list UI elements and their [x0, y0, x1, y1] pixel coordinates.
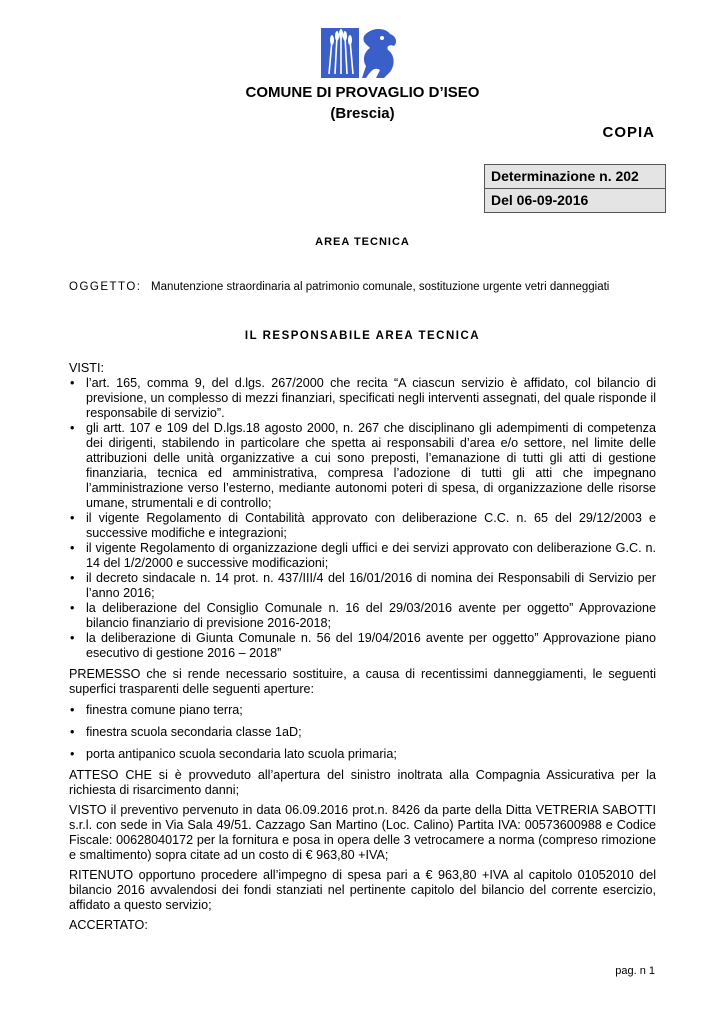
subject-text: Manutenzione straordinaria al patrimonio comunale, sostituzione urgente vetri danneggiati — [151, 281, 610, 293]
municipal-coat-of-arms-logo — [320, 26, 400, 82]
list-item: • finestra scuola secondaria classe 1aD; — [69, 725, 656, 740]
list-item: • finestra comune piano terra; — [69, 703, 656, 718]
list-item: • gli artt. 107 e 109 del D.lgs.18 agosto 2000, n. 267 che disciplinano gli adempimenti di competenza dei dirigenti, stabilendo in particolare che spetta ai responsabili d’area e/o settore, nel limite delle attribuzioni delle unità organizzative a cui sono preposti, l’emanazione di tutti gli atti di gestione finanziaria, tecnica ed amministrativa, compresa l’adozione di tutti gli atti che impegnano l’amministrazione verso l’esterno, mediante autonomi poteri di spesa, di organizzazione delle risorse umane, strumentali e di controllo; — [69, 421, 656, 511]
accertato-paragraph: ACCERTATO: — [69, 918, 148, 932]
visto-paragraph: VISTO il preventivo pervenuto in data 06.09.2016 prot.n. 8426 da parte della Ditta VETRERIA SABOTTI s.r.l. con sede in Via Sala 49/51. Cazzago San Martino (Loc. Calino) Partita IVA: 00573600988 e Codice Fiscale: 00628040172 per la fornitura e posa in opera delle 3 vetrocamere a norma (compreso rimozione e smaltimento) sopra citate ad un costo di € 963,80 +IVA; — [69, 803, 656, 862]
ritenuto-paragraph: RITENUTO opportuno procedere all’impegno di spesa pari a € 963,80 +IVA al capitolo 01052010 del bilancio 2016 avvalendosi dei fondi stanziati nel pertinente capitolo del bilancio del corrente esercizio, affidato a questo servizio; — [69, 868, 656, 912]
determination-date: Del 06-09-2016 — [485, 188, 665, 212]
list-item: • il vigente Regolamento di Contabilità approvato con deliberazione C.C. n. 65 del 29/12/2003 e successive modifiche e integrazioni; — [69, 511, 656, 541]
premesso-paragraph: PREMESSO che si rende necessario sostituire, a causa di recentissimi danneggiamenti, le seguenti superfici trasparenti delle seguenti aperture: — [69, 667, 656, 696]
list-item: • il vigente Regolamento di organizzazione degli uffici e dei servizi approvato con deliberazione G.C. n. 14 del 1/2/2000 e successive modificazioni; — [69, 541, 656, 571]
determination-box — [484, 164, 666, 213]
section-heading: IL RESPONSABILE AREA TECNICA — [244, 330, 481, 342]
list-item: • l’art. 165, comma 9, del d.lgs. 267/2000 che recita “A ciascun servizio è affidato, col bilancio di previsione, un complesso di mezzi finanziari, specificati negli interventi assegnati, del quale risponde il responsabile di servizio”. — [69, 376, 656, 421]
list-item: • la deliberazione di Giunta Comunale n. 56 del 19/04/2016 avente per oggetto” Approvazione piano esecutivo di gestione 2016 – 2018” — [69, 631, 656, 661]
area-title: AREA TECNICA — [315, 236, 410, 248]
page-number: pag. n 1 — [615, 965, 655, 977]
visti-label: VISTI: — [69, 361, 104, 375]
municipality-name: COMUNE DI PROVAGLIO D’ISEO — [245, 84, 480, 101]
subject-line — [69, 281, 609, 293]
copy-label: COPIA — [602, 124, 655, 141]
determination-number: Determinazione n. 202 — [491, 168, 639, 184]
atteso-paragraph: ATTESO CHE si è provveduto all’apertura del sinistro inoltrata alla Compagnia Assicurativa per la richiesta di risarcimento danni; — [69, 768, 656, 797]
subject-label: OGGETTO: — [69, 281, 142, 293]
document-body — [69, 361, 656, 933]
list-item: • porta antipanico scuola secondaria lato scuola primaria; — [69, 747, 656, 762]
province-name: (Brescia) — [330, 105, 395, 122]
list-item: • il decreto sindacale n. 14 prot. n. 437/III/4 del 16/01/2016 di nomina dei Responsabili di Servizio per l’anno 2016; — [69, 571, 656, 601]
visti-list — [69, 376, 656, 661]
openings-list — [69, 703, 656, 762]
list-item: • la deliberazione del Consiglio Comunale n. 16 del 29/03/2016 avente per oggetto” Approvazione bilancio finanziario di previsione 2016-2018; — [69, 601, 656, 631]
